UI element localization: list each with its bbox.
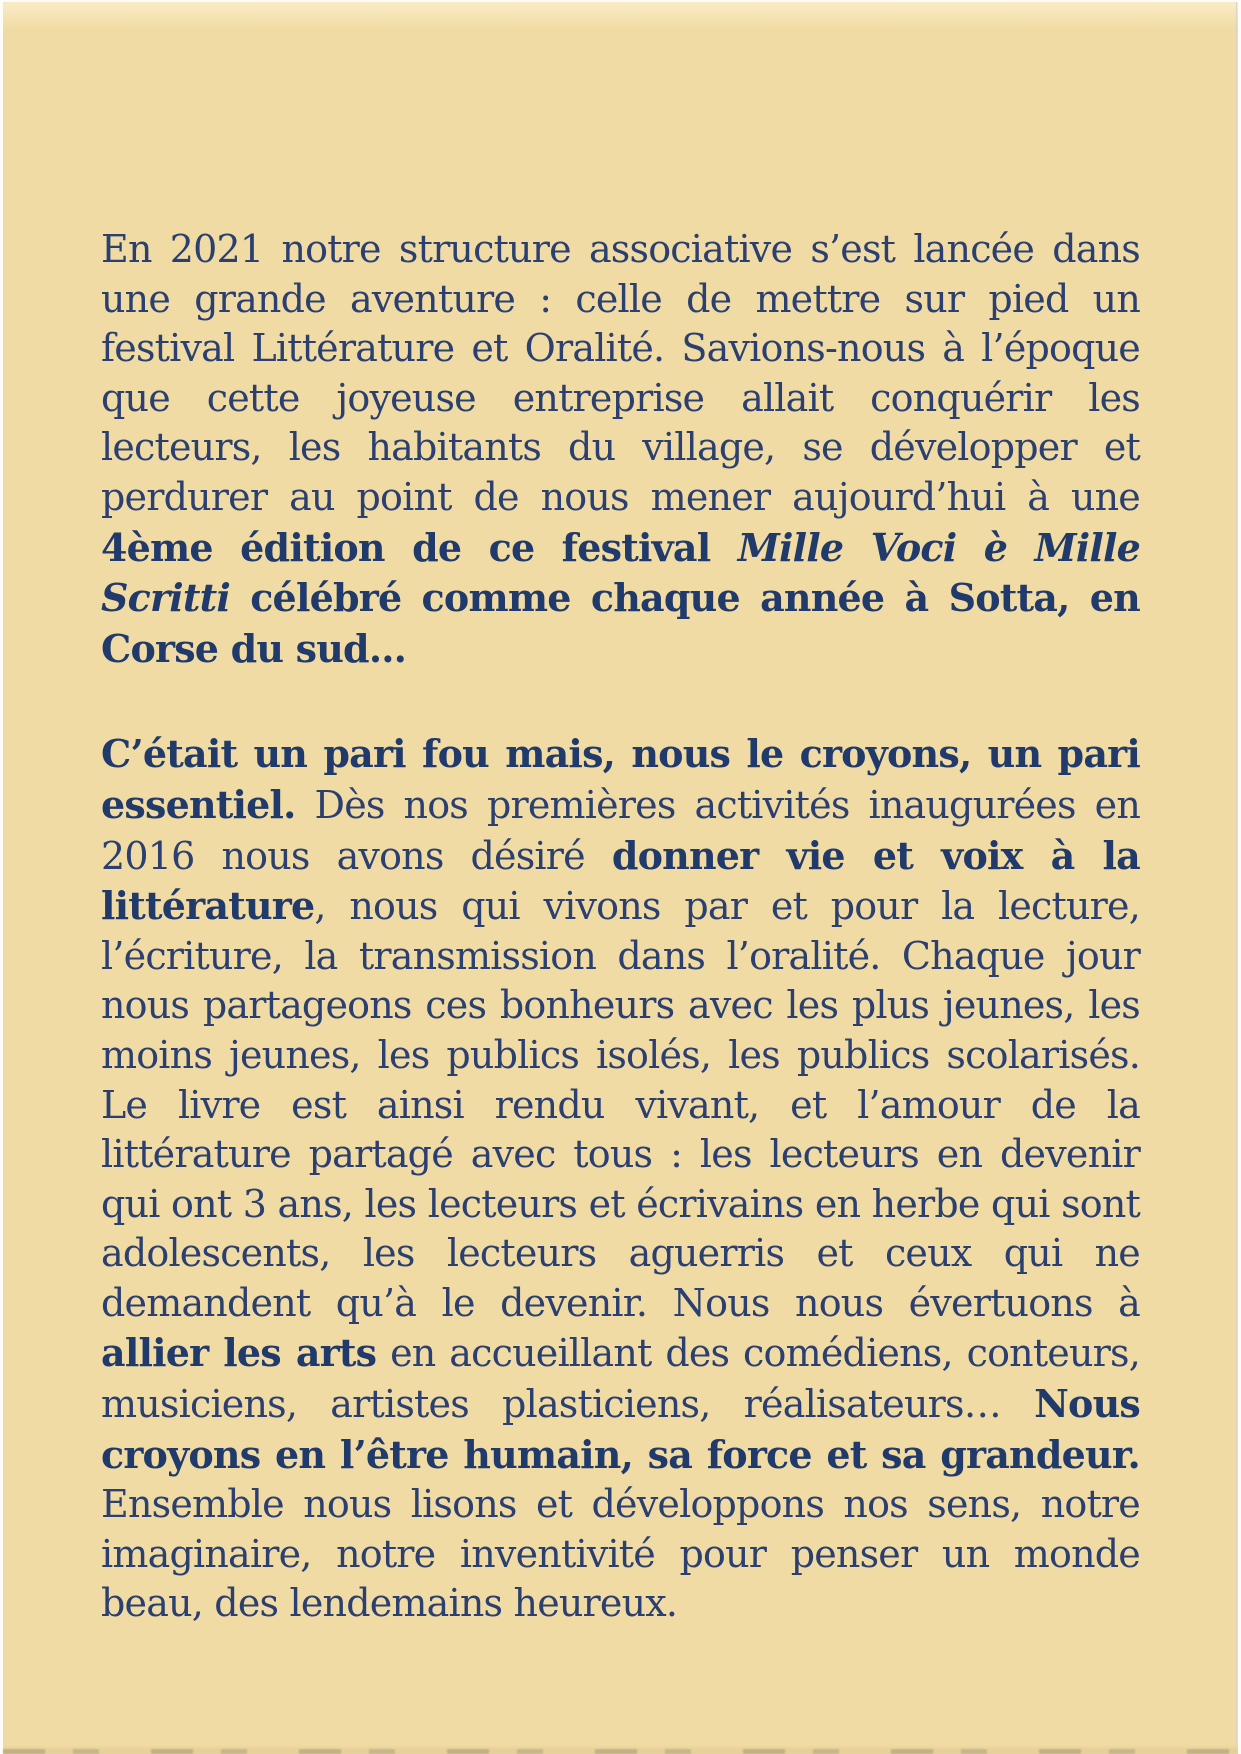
- text-run: 4ème édition de ce festival: [101, 524, 738, 570]
- text-run: en accueillant des comédiens, conteurs, musiciens, artistes plasticiens, réalisateurs…: [101, 1331, 1140, 1427]
- paragraph: [101, 225, 1140, 674]
- page-edge-artifact: [3, 1749, 1238, 1754]
- document-body: [101, 225, 1140, 1629]
- document-page: [3, 2, 1238, 1754]
- paragraph: [101, 729, 1140, 1629]
- text-run: Nous croyons en l’être humain, sa force et sa grandeur.: [101, 1381, 1140, 1477]
- text-run: En 2021 notre structure associative s’est lancée dans une grande aventure : celle de mettre sur pied un festival Littérature et Oralité. Savions-nous à l’époque que cette joyeuse entreprise allait conquérir les lecteurs, les habitants du village, se développer et perdurer au point de nous mener aujourd’hui à une: [101, 227, 1140, 519]
- page-edge-line: [1236, 2, 1237, 1754]
- text-run: célébré comme chaque année à Sotta, en Corse du sud…: [101, 575, 1140, 671]
- text-run: Mille Voci è Mille Scritti: [101, 524, 1140, 621]
- text-run: , nous qui vivons par et pour la lecture, l’écriture, la transmission dans l’oralité. Chaque jour nous partageons ces bonheurs avec les plus jeunes, les moins jeunes, les publics isolés, les publics scolarisés. Le livre est ainsi rendu vivant, et l’amour de la littérature partagé avec tous : les lecteurs en devenir qui ont 3 ans, les lecteurs et écrivains en herbe qui sont adolescents, les lecteurs aguerris et ceux qui ne demandent qu’à le devenir. Nous nous évertuons à: [101, 884, 1140, 1325]
- text-run: allier les arts: [101, 1330, 377, 1376]
- text-run: Ensemble nous lisons et développons nos sens, notre imaginaire, notre inventivité pour penser un monde beau, des lendemains heureux.: [101, 1482, 1140, 1626]
- text-run: Dès nos premières activités inaugurées en 2016 nous avons désiré: [101, 782, 1140, 878]
- text-run: donner vie et voix à la littérature: [101, 832, 1140, 929]
- text-run: C’était un pari fou mais, nous le croyons, un pari essentiel.: [101, 731, 1140, 827]
- page-bottom-edge: [3, 1746, 1238, 1754]
